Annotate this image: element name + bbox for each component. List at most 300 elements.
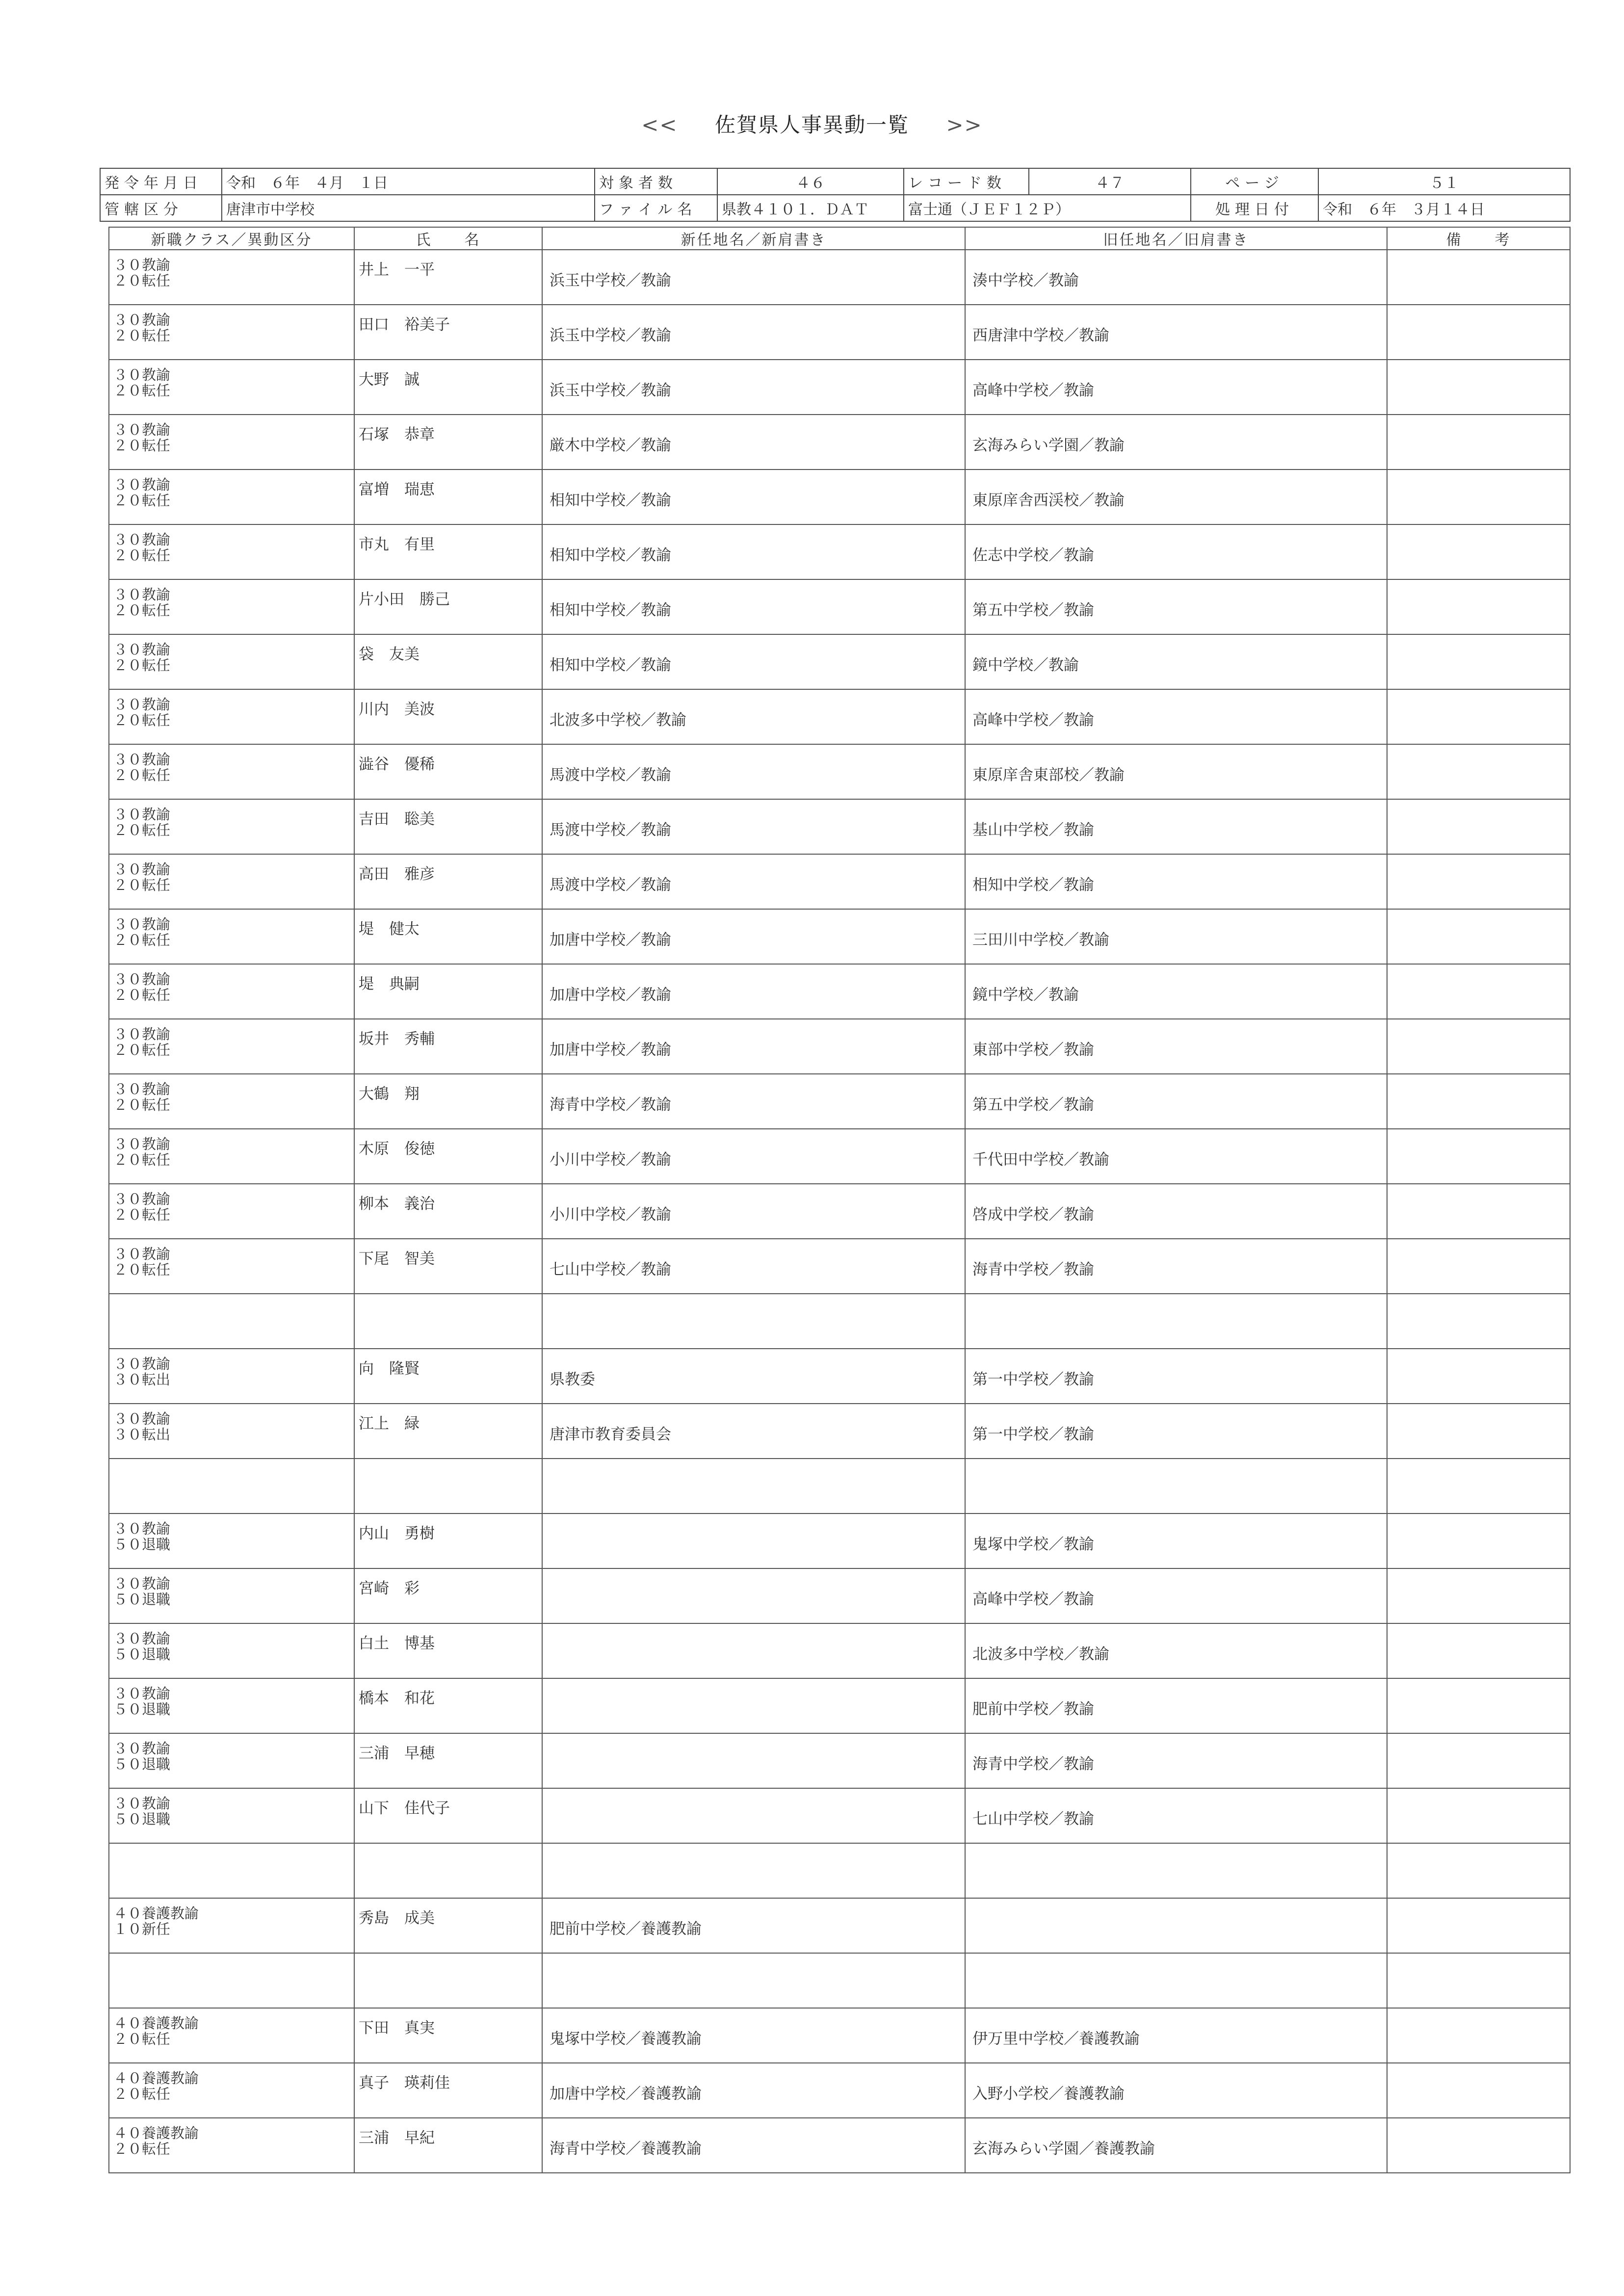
transfer-type: ３０転出 (113, 1371, 171, 1388)
remarks-cell (1387, 909, 1570, 964)
new-post: 北波多中学校／教諭 (550, 711, 686, 729)
new-post-cell (542, 415, 965, 470)
table-row (109, 1349, 1570, 1404)
transfer-type: ２０転任 (113, 657, 171, 674)
job-class (109, 1844, 354, 1851)
remarks-cell (1387, 1953, 1570, 2008)
class-cell (109, 909, 354, 964)
name-cell (354, 1019, 542, 1074)
table-row (109, 799, 1570, 854)
new-post (543, 1844, 965, 1861)
issue-date-value: 令和 ６年 ４月 １日 (222, 168, 595, 195)
new-post: 相知中学校／教諭 (550, 547, 671, 564)
job-class: ３０教諭 (113, 1575, 171, 1592)
old-post-cell (965, 689, 1387, 744)
target-count-value: ４６ (717, 168, 904, 195)
new-post-cell (542, 1459, 965, 1513)
class-cell (109, 360, 354, 415)
class-cell (109, 2063, 354, 2118)
old-post: 北波多中学校／教諭 (972, 1645, 1109, 1663)
job-class: ３０教諭 (113, 531, 171, 548)
name-cell (354, 305, 542, 360)
new-post (543, 1514, 965, 1532)
remarks-cell (1387, 1733, 1570, 1788)
table-row (109, 1074, 1570, 1129)
new-post: 七山中学校／教諭 (550, 1261, 671, 1278)
transfer-type: ５０退職 (113, 1536, 171, 1553)
job-class: ３０教諭 (113, 1246, 171, 1262)
class-cell (109, 1843, 354, 1898)
transfer-type: ２０転任 (113, 1206, 171, 1223)
class-cell (109, 250, 354, 305)
old-post-cell (965, 1349, 1387, 1404)
person-name: 大野 誠 (359, 371, 419, 389)
transfer-type: ２０転任 (113, 492, 171, 509)
remarks-cell (1387, 1513, 1570, 1568)
old-post-cell (965, 2008, 1387, 2063)
name-cell (354, 1953, 542, 2008)
class-cell (109, 1459, 354, 1513)
job-class: ３０教諭 (113, 1795, 171, 1812)
name-cell (354, 634, 542, 689)
class-cell (109, 470, 354, 524)
job-class: ３０教諭 (113, 916, 171, 933)
transfer-type: ２０転任 (113, 877, 171, 893)
old-post-cell (965, 1129, 1387, 1184)
new-post-cell (542, 1788, 965, 1843)
new-post: 相知中学校／教諭 (550, 492, 671, 509)
old-post: 海青中学校／教諭 (972, 1755, 1094, 1773)
person-name: 袋 友美 (359, 646, 419, 663)
process-date-value: 令和 ６年 ３月１４日 (1318, 195, 1570, 221)
new-post (543, 1624, 965, 1642)
remarks-cell (1387, 1568, 1570, 1623)
old-post (966, 1844, 1387, 1861)
new-post-cell (542, 250, 965, 305)
record-count-label: レコード数 (904, 168, 1029, 195)
new-post-cell (542, 689, 965, 744)
remarks-cell (1387, 1788, 1570, 1843)
remarks-cell (1387, 1074, 1570, 1129)
table-row (109, 1184, 1570, 1239)
table-row (109, 2008, 1570, 2063)
table-row (109, 1953, 1570, 2008)
new-post-cell (542, 1239, 965, 1294)
table-row (109, 1404, 1570, 1459)
table-header-row (109, 227, 1570, 250)
name-cell (354, 909, 542, 964)
job-class: ３０教諭 (113, 806, 171, 823)
remarks-cell (1387, 415, 1570, 470)
new-post: 馬渡中学校／教諭 (550, 766, 671, 784)
new-post: 鬼塚中学校／養護教諭 (550, 2030, 702, 2048)
name-cell (354, 2008, 542, 2063)
job-class (109, 1294, 354, 1301)
old-post (966, 1954, 1387, 1971)
old-post: 相知中学校／教諭 (972, 876, 1094, 894)
old-post-cell (965, 1568, 1387, 1623)
new-post (543, 1459, 965, 1477)
new-post: 相知中学校／教諭 (550, 601, 671, 619)
job-class: ４０養護教諭 (113, 2015, 199, 2032)
transfer-type: ５０退職 (113, 1701, 171, 1718)
person-name: 柳本 義治 (359, 1195, 435, 1213)
transfer-type: ２０転任 (113, 822, 171, 838)
old-post: 佐志中学校／教諭 (972, 547, 1094, 564)
old-post-cell (965, 470, 1387, 524)
old-post-cell (965, 744, 1387, 799)
old-post-cell (965, 1898, 1387, 1953)
remarks-cell (1387, 470, 1570, 524)
person-name: 向 隆賢 (359, 1360, 419, 1378)
person-name: 堤 健太 (359, 920, 419, 938)
new-post: 県教委 (550, 1371, 595, 1388)
name-cell (354, 2118, 542, 2173)
person-name: 木原 俊徳 (359, 1140, 435, 1158)
name-cell (354, 1184, 542, 1239)
person-name: 白土 博基 (359, 1635, 435, 1652)
job-class: ３０教諭 (113, 421, 171, 438)
column-header-old-post: 旧任地名／旧肩書き (965, 227, 1387, 250)
person-name: 石塚 恭章 (359, 426, 435, 444)
new-post-cell (542, 1184, 965, 1239)
class-cell (109, 634, 354, 689)
table-row (109, 524, 1570, 579)
remarks-cell (1387, 2063, 1570, 2118)
old-post: 七山中学校／教諭 (972, 1810, 1094, 1828)
transfer-type: ５０退職 (113, 1591, 171, 1608)
old-post-cell (965, 1459, 1387, 1513)
old-post-cell (965, 1513, 1387, 1568)
job-class: ３０教諭 (113, 366, 171, 383)
class-cell (109, 524, 354, 579)
new-post-cell (542, 305, 965, 360)
transfer-type: ２０転任 (113, 1042, 171, 1058)
transfer-type: ２０転任 (113, 1096, 171, 1113)
target-count-label: 対象者数 (595, 168, 717, 195)
job-class (109, 1459, 354, 1466)
old-post-cell (965, 1074, 1387, 1129)
person-name: 高田 雅彦 (359, 865, 435, 883)
name-cell (354, 360, 542, 415)
transfer-type: ２０転任 (113, 2140, 171, 2157)
name-cell (354, 524, 542, 579)
old-post: 鏡中学校／教諭 (972, 986, 1079, 1004)
job-class: ４０養護教諭 (113, 2070, 199, 2087)
new-post-cell (542, 744, 965, 799)
transfer-type: ２０転任 (113, 712, 171, 729)
remarks-cell (1387, 744, 1570, 799)
old-post-cell (965, 854, 1387, 909)
class-cell (109, 415, 354, 470)
class-cell (109, 1019, 354, 1074)
old-post: 第五中学校／教諭 (972, 601, 1094, 619)
class-cell (109, 1294, 354, 1349)
transfer-type: ２０転任 (113, 2086, 171, 2102)
person-name: 大鶴 翔 (359, 1085, 419, 1103)
name-cell (354, 1349, 542, 1404)
class-cell (109, 1349, 354, 1404)
person-name: 吉田 聡美 (359, 810, 435, 828)
name-cell (354, 799, 542, 854)
transfer-type: ５０退職 (113, 1646, 171, 1663)
job-class: ４０養護教諭 (113, 1905, 199, 1922)
new-post: 加唐中学校／養護教諭 (550, 2085, 702, 2103)
transfer-type: ２０転任 (113, 602, 171, 619)
process-date-label: 処理日付 (1191, 195, 1318, 221)
transfer-type: ２０転任 (113, 382, 171, 399)
title-open-bracket: << (641, 113, 678, 137)
remarks-cell (1387, 1129, 1570, 1184)
new-post: 小川中学校／教諭 (550, 1151, 671, 1169)
job-class: ３０教諭 (113, 1740, 171, 1757)
page-title-text: 佐賀県人事異動一覧 (714, 113, 909, 137)
class-cell (109, 744, 354, 799)
table-row (109, 1019, 1570, 1074)
new-post-cell (542, 634, 965, 689)
column-header-new-post: 新任地名／新肩書き (542, 227, 965, 250)
job-class: ３０教諭 (113, 861, 171, 878)
class-cell (109, 2008, 354, 2063)
remarks-cell (1387, 1404, 1570, 1459)
table-row (109, 1788, 1570, 1843)
table-row (109, 854, 1570, 909)
old-post: 千代田中学校／教諭 (972, 1151, 1109, 1169)
file-name-label: ファイル名 (595, 195, 717, 221)
remarks-cell (1387, 1294, 1570, 1349)
table-row (109, 1459, 1570, 1513)
class-cell (109, 1404, 354, 1459)
old-post: 東原庠舎東部校／教諭 (972, 766, 1125, 784)
transfer-type: ２０転任 (113, 547, 171, 564)
class-cell (109, 1733, 354, 1788)
table-row (109, 1678, 1570, 1733)
person-name: 三浦 早穂 (359, 1745, 435, 1762)
new-post: 小川中学校／教諭 (550, 1206, 671, 1224)
person-name (355, 1844, 542, 1851)
name-cell (354, 1294, 542, 1349)
table-row (109, 1843, 1570, 1898)
person-name: 秀島 成美 (359, 1909, 435, 1927)
class-cell (109, 305, 354, 360)
new-post (543, 1954, 965, 1971)
table-row (109, 470, 1570, 524)
remarks-cell (1387, 2118, 1570, 2173)
class-cell (109, 689, 354, 744)
new-post-cell (542, 1953, 965, 2008)
old-post-cell (965, 1019, 1387, 1074)
old-post: 高峰中学校／教諭 (972, 711, 1094, 729)
new-post: 肥前中学校／養護教諭 (550, 1920, 702, 1938)
job-class: ３０教諭 (113, 257, 171, 273)
old-post (966, 1899, 1387, 1916)
table-row (109, 1239, 1570, 1294)
remarks-cell (1387, 964, 1570, 1019)
name-cell (354, 744, 542, 799)
old-post-cell (965, 964, 1387, 1019)
table-row (109, 1129, 1570, 1184)
remarks-cell (1387, 1019, 1570, 1074)
class-cell (109, 1788, 354, 1843)
remarks-cell (1387, 1678, 1570, 1733)
old-post-cell (965, 1843, 1387, 1898)
table-row (109, 1623, 1570, 1678)
class-cell (109, 579, 354, 634)
person-name: 真子 瑛莉佳 (359, 2074, 450, 2092)
new-post: 加唐中学校／教諭 (550, 931, 671, 949)
person-name: 江上 緑 (359, 1415, 419, 1433)
class-cell (109, 854, 354, 909)
page-title (0, 109, 1624, 138)
file-name-value: 県教４１０１．ＤＡＴ (717, 195, 904, 221)
job-class: ３０教諭 (113, 312, 171, 328)
old-post-cell (965, 250, 1387, 305)
table-row (109, 250, 1570, 305)
old-post-cell (965, 1239, 1387, 1294)
name-cell (354, 1404, 542, 1459)
new-post: 浜玉中学校／教諭 (550, 327, 671, 344)
new-post: 海青中学校／養護教諭 (550, 2140, 702, 2158)
name-cell (354, 1788, 542, 1843)
transfer-type: ２０転任 (113, 932, 171, 948)
transfer-type: ２０転任 (113, 2031, 171, 2047)
remarks-cell (1387, 360, 1570, 415)
new-post-cell (542, 1019, 965, 1074)
name-cell (354, 250, 542, 305)
table-row (109, 415, 1570, 470)
new-post-cell (542, 360, 965, 415)
job-class: ３０教諭 (113, 476, 171, 493)
column-header-class: 新職クラス／異動区分 (109, 227, 354, 250)
table-row (109, 579, 1570, 634)
page-number: ５１ (1318, 168, 1570, 195)
new-post-cell (542, 799, 965, 854)
new-post-cell (542, 909, 965, 964)
table-row (109, 689, 1570, 744)
transfer-type: ５０退職 (113, 1811, 171, 1827)
person-name: 片小田 勝己 (359, 591, 450, 608)
job-class: ３０教諭 (113, 641, 171, 658)
name-cell (354, 1843, 542, 1898)
new-post-cell (542, 964, 965, 1019)
table-row (109, 360, 1570, 415)
old-post: 伊万里中学校／養護教諭 (972, 2030, 1140, 2048)
old-post: 入野小学校／養護教諭 (972, 2085, 1125, 2103)
remarks-cell (1387, 854, 1570, 909)
old-post: 湊中学校／教諭 (972, 272, 1079, 289)
page-label: ページ (1191, 168, 1318, 195)
new-post (543, 1294, 965, 1312)
name-cell (354, 1459, 542, 1513)
class-cell (109, 964, 354, 1019)
old-post-cell (965, 1678, 1387, 1733)
name-cell (354, 1239, 542, 1294)
new-post: 厳木中学校／教諭 (550, 437, 671, 454)
old-post: 肥前中学校／教諭 (972, 1700, 1094, 1718)
remarks-cell (1387, 1843, 1570, 1898)
person-name (355, 1294, 542, 1301)
old-post: 東原庠舎西渓校／教諭 (972, 492, 1125, 509)
new-post-cell (542, 2008, 965, 2063)
old-post: 東部中学校／教諭 (972, 1041, 1094, 1059)
old-post-cell (965, 1404, 1387, 1459)
jurisdiction-value: 唐津市中学校 (222, 195, 595, 221)
class-cell (109, 1678, 354, 1733)
name-cell (354, 470, 542, 524)
transfer-type: ２０転任 (113, 767, 171, 783)
name-cell (354, 854, 542, 909)
class-cell (109, 1623, 354, 1678)
table-row (109, 1294, 1570, 1349)
class-cell (109, 799, 354, 854)
remarks-cell (1387, 689, 1570, 744)
old-post: 高峰中学校／教諭 (972, 382, 1094, 399)
name-cell (354, 1623, 542, 1678)
new-post-cell (542, 1513, 965, 1568)
class-cell (109, 1513, 354, 1568)
old-post: 三田川中学校／教諭 (972, 931, 1109, 949)
old-post-cell (965, 2063, 1387, 2118)
class-cell (109, 1184, 354, 1239)
table-row (109, 1898, 1570, 1953)
remarks-cell (1387, 250, 1570, 305)
table-row (109, 909, 1570, 964)
table-row (109, 634, 1570, 689)
person-name: 山下 佳代子 (359, 1800, 450, 1817)
name-cell (354, 579, 542, 634)
old-post: 第一中学校／教諭 (972, 1371, 1094, 1388)
new-post-cell (542, 2118, 965, 2173)
transfer-type: ２０転任 (113, 437, 171, 454)
job-class: ３０教諭 (113, 1026, 171, 1043)
old-post (966, 1294, 1387, 1312)
remarks-cell (1387, 1898, 1570, 1953)
table-row (109, 1733, 1570, 1788)
job-class: ３０教諭 (113, 1191, 171, 1207)
name-cell (354, 1678, 542, 1733)
new-post-cell (542, 1074, 965, 1129)
person-name: 坂井 秀輔 (359, 1030, 435, 1048)
new-post-cell (542, 1843, 965, 1898)
job-class: ３０教諭 (113, 751, 171, 768)
old-post-cell (965, 909, 1387, 964)
class-cell (109, 2118, 354, 2173)
old-post: 基山中学校／教諭 (972, 821, 1094, 839)
name-cell (354, 2063, 542, 2118)
old-post (966, 1459, 1387, 1477)
column-header-remarks: 備 考 (1387, 227, 1570, 250)
table-row (109, 744, 1570, 799)
person-name: 内山 勇樹 (359, 1525, 435, 1542)
transfer-type: ５０退職 (113, 1756, 171, 1773)
new-post-cell (542, 524, 965, 579)
remarks-cell (1387, 634, 1570, 689)
old-post: 西唐津中学校／教諭 (972, 327, 1109, 344)
person-name: 澁谷 優稀 (359, 756, 435, 773)
person-name: 橋本 和花 (359, 1690, 435, 1707)
job-class: ３０教諭 (113, 1136, 171, 1152)
job-class: ３０教諭 (113, 971, 171, 988)
person-name: 下尾 智美 (359, 1250, 435, 1268)
person-name: 三浦 早紀 (359, 2129, 435, 2147)
person-name: 田口 裕美子 (359, 316, 450, 334)
person-name: 堤 典嗣 (359, 975, 419, 993)
job-class: ３０教諭 (113, 1685, 171, 1702)
class-cell (109, 1898, 354, 1953)
job-class: ３０教諭 (113, 1630, 171, 1647)
transfer-type: ２０転任 (113, 327, 171, 344)
name-cell (354, 1129, 542, 1184)
